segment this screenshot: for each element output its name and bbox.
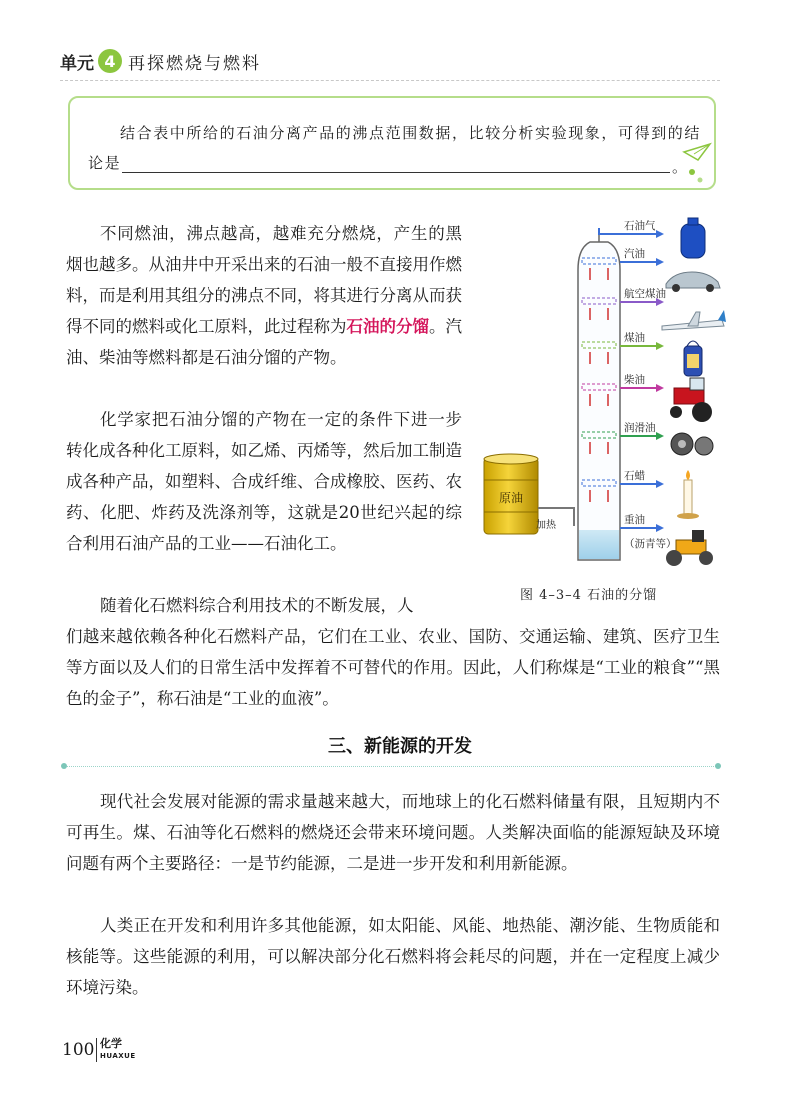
section-divider-dot — [61, 763, 67, 769]
paragraph-1 — [66, 218, 462, 373]
fraction-label: 重油 — [624, 514, 645, 526]
paragraph-2: 化学家把石油分馏的产物在一定的条件下进一步转化成各种化工原料，如乙烯、丙烯等，然后加工制造成各种产品，如塑料、合成纤维、合成橡胶、医药、农药、化肥、炸药及洗涤剂等，这就是20世纪兴起的综合利用石油产品的工业——石油化工。 — [66, 410, 462, 553]
fraction-label: 煤油 — [624, 332, 645, 344]
section-divider-dot — [715, 763, 721, 769]
paragraph-4: 现代社会发展对能源的需求量越来越大，而地球上的化石燃料储量有限，且短期内不可再生。煤、石油等化石燃料的燃烧还会带来环境问题。人类解决面临的能源短缺及环境问题有两个主要路径：一是节约能源，二是进一步开发和利用新能源。 — [66, 792, 720, 873]
footer-divider — [96, 1038, 97, 1062]
fractionating-tower — [578, 228, 620, 560]
subject-pinyin: HUAXUE — [100, 1052, 136, 1060]
outlet-arrowhead — [656, 384, 664, 392]
unit-word: 单元 — [60, 53, 94, 74]
figure-caption: 图 4–3–4 石油的分馏 — [520, 588, 658, 603]
outlet-arrowhead — [656, 524, 664, 532]
outlet-arrowhead — [656, 342, 664, 350]
fraction-label: 润滑油 — [624, 422, 656, 434]
paragraph-3-line1: 随着化石燃料综合利用技术的不断发展，人 — [100, 596, 414, 615]
section-divider — [64, 766, 718, 767]
fraction-label: 柴油 — [624, 374, 645, 386]
unit-title: 再探燃烧与燃料 — [128, 53, 261, 74]
task-text-line1: 结合表中所给的石油分离产品的沸点范围数据，比较分析实验现象，可得到的结 — [120, 124, 702, 142]
crude-oil-barrel — [484, 454, 538, 534]
residue-note: （沥青等） — [624, 538, 677, 550]
page-number: 100 — [62, 1040, 95, 1060]
fraction-row — [599, 219, 664, 238]
paragraph-5: 人类正在开发和利用许多其他能源，如太阳能、风能、地热能、潮汐能、生物质能和核能等。这些能源的利用，可以解决部分化石燃料将会耗尽的问题，并在一定程度上减少环境污染。 — [66, 916, 720, 997]
heat-label: 加热 — [536, 520, 556, 531]
p1-text-before: 不同燃油，沸点越高，越难充分燃烧，产生的黑烟也越多。从油井中开采出来的石油一般不直接用作燃料，而是利用其组分的沸点不同，将其进行分离从而获得不同的燃料或化工原料，此过程称为 — [66, 224, 462, 336]
section-title: 三、新能源的开发 — [328, 736, 472, 757]
candle-icon — [677, 470, 699, 519]
unit-header — [60, 48, 261, 74]
lantern-icon — [684, 341, 702, 376]
unit-number-badge: 4 — [98, 49, 122, 73]
outlet-arrowhead — [656, 258, 664, 266]
paper-plane-icon — [682, 140, 712, 184]
engine-parts-icon — [671, 433, 713, 455]
outlet-arrowhead — [656, 432, 664, 440]
fraction-label: 石油气 — [624, 220, 656, 232]
task-text-line2: 论是 — [88, 154, 122, 172]
fraction-label: 石蜡 — [624, 470, 645, 482]
header-divider — [60, 80, 720, 81]
outlet-arrowhead — [656, 480, 664, 488]
fraction-label: 汽油 — [624, 248, 645, 260]
outlet-arrowhead — [656, 230, 664, 238]
tractor-icon — [670, 378, 712, 422]
fraction-label: 航空煤油 — [624, 288, 666, 300]
task-period: 。 — [672, 158, 688, 176]
barrel-label: 原油 — [498, 491, 524, 505]
task-box — [68, 96, 716, 190]
paragraph-3-rest: 们越来越依赖各种化石燃料产品，它们在工业、农业、国防、交通运输、建筑、医疗卫生等方面以及人们的日常生活中发挥着不可替代的作用。因此，人们称煤是“工业的粮食”“黑色的金子”，称石油是“工业的血液”。 — [66, 627, 720, 708]
fraction-row — [620, 513, 664, 532]
fractionation-figure — [478, 208, 740, 580]
airplane-icon — [662, 310, 726, 330]
car-icon — [666, 272, 720, 292]
subject-name: 化学 — [100, 1037, 122, 1050]
keyword-petroleum-fractionation: 石油的分馏 — [346, 317, 429, 336]
answer-blank[interactable] — [122, 172, 670, 173]
p1-text-after: 。汽油、柴油等燃料都是石油分馏的产物。 — [66, 317, 462, 367]
gas-cylinder-icon — [681, 218, 705, 258]
